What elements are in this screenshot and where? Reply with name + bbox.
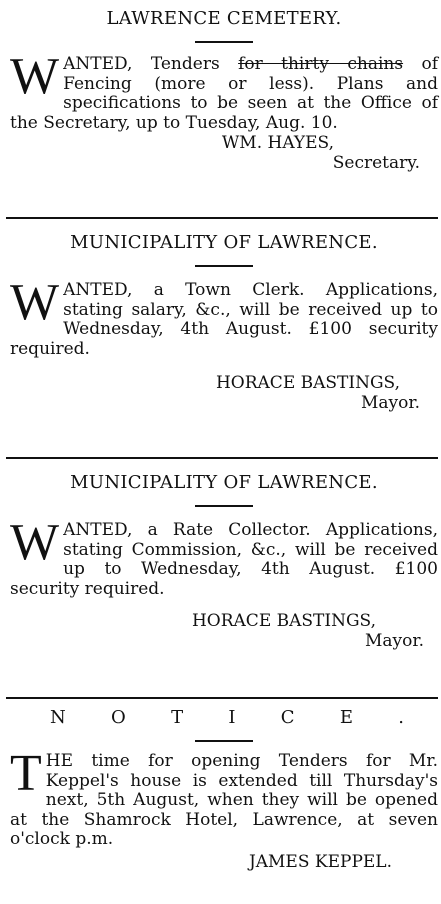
- notice-heading: [10, 707, 438, 728]
- ad-body: [10, 514, 438, 599]
- struck-text: for thirty chains: [238, 54, 404, 74]
- ad-heading: MUNICIPALITY OF LAWRENCE.: [70, 472, 378, 493]
- heading-letter: N: [50, 707, 66, 728]
- signature-name: WM. HAYES,: [221, 133, 334, 153]
- signature-title: Mayor.: [360, 393, 420, 413]
- short-rule: [195, 41, 253, 43]
- signature-title: Mayor.: [364, 631, 424, 651]
- signature-name: HORACE BASTINGS,: [215, 373, 400, 393]
- short-rule: [195, 505, 253, 507]
- heading-letter: T: [171, 707, 184, 728]
- drop-cap: W: [10, 48, 60, 105]
- ad-body: [10, 274, 438, 359]
- ad-notice: [10, 707, 438, 872]
- ad-body-text: ANTED, a Rate Collector. Applications, stating Commission, &c., will be received up to Wednesday, 4th August. £100 security required.: [10, 520, 438, 599]
- heading-letter: I: [228, 707, 236, 728]
- drop-cap: T: [10, 745, 42, 802]
- drop-cap: W: [10, 514, 60, 571]
- ad-town-clerk: [10, 232, 438, 413]
- divider-rule: [6, 697, 438, 699]
- heading-letter: O: [111, 707, 126, 728]
- ad-body: [10, 745, 438, 850]
- signature-name: HORACE BASTINGS,: [191, 611, 376, 631]
- ad-body-text: of Fencing (more or less). Plans and specifications to be seen at the Office of the Secretary, up to Tuesday, Aug. 10.: [10, 54, 439, 133]
- ad-rate-collector: [10, 472, 438, 651]
- signature-title: Secretary.: [332, 153, 420, 173]
- ad-body-text: ANTED, a Town Clerk. Applications, stating salary, &c., will be received up to Wednesday, 4th August. £100 security required.: [10, 280, 438, 359]
- heading-letter: C: [280, 707, 295, 728]
- signature-name: JAMES KEPPEL.: [248, 851, 392, 872]
- ad-lawrence-cemetery: [10, 8, 438, 173]
- ad-body: [10, 48, 439, 133]
- ad-body-lead-b: Tenders: [150, 54, 220, 74]
- ad-body-lead: ANTED,: [63, 54, 133, 74]
- ad-heading: LAWRENCE CEMETERY.: [106, 8, 342, 29]
- heading-letter: E: [339, 707, 353, 728]
- divider-rule: [6, 457, 438, 459]
- ad-body-text: HE time for opening Tenders for Mr. Keppel's house is extended till Thursday's next, 5th August, when they will be opened at the Shamrock Hotel, Lawrence, at seven o'clock p.m.: [10, 751, 438, 849]
- ad-heading: MUNICIPALITY OF LAWRENCE.: [70, 232, 378, 253]
- heading-letter: .: [398, 707, 404, 728]
- drop-cap: W: [10, 274, 60, 331]
- divider-rule: [6, 217, 438, 219]
- short-rule: [195, 265, 253, 267]
- short-rule: [195, 740, 253, 742]
